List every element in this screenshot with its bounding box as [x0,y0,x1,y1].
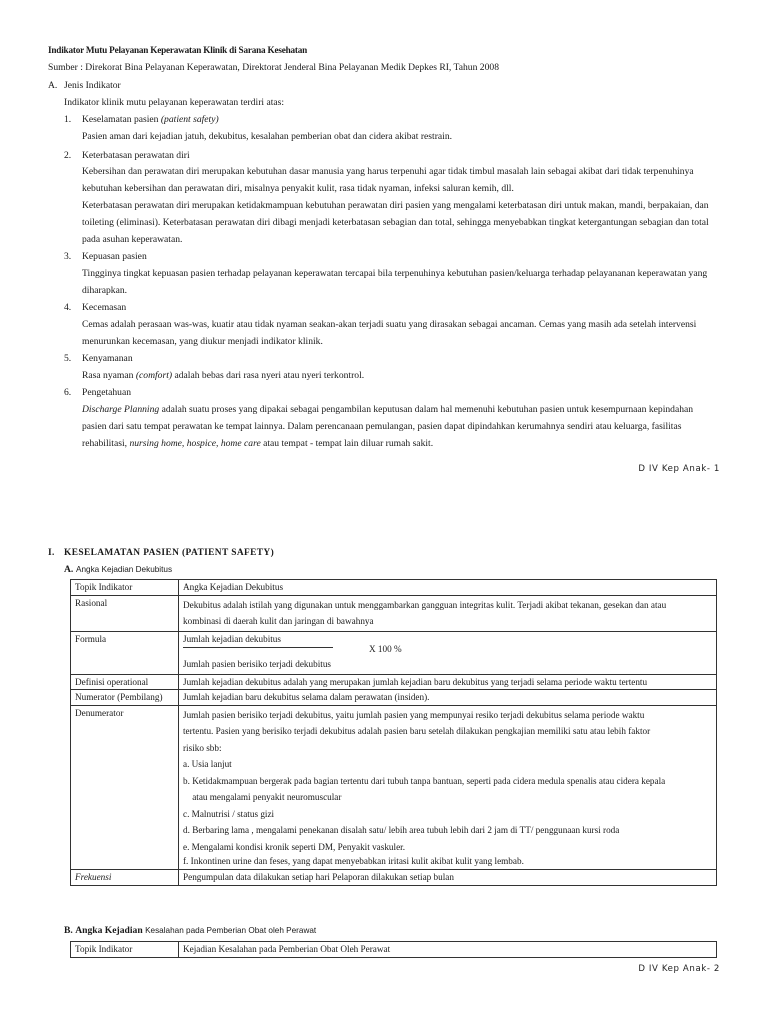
table-row [71,580,717,596]
formula-denominator: Jumlah pasien berisiko terjadi dekubitus [183,658,331,669]
table-value: Kejadian Kesalahan pada Pemberian Obat Oleh Perawat [179,942,717,958]
table-value: Jumlah kejadian dekubitus adalah yang merupakan jumlah kejadian baru dekubitus yang terjadi selama periode waktu tertentu [179,674,717,690]
table-key: Definisi operational [71,674,179,690]
table-row [71,595,717,631]
text-run: atau tempat - tempat lain diluar rumah sakit. [263,438,434,449]
text-run-italic: (comfort) [135,370,173,381]
table-value: Jumlah kejadian baru dekubitus selama dalam perawatan (insiden). [179,690,717,706]
table-key: Topik Indikator [71,580,179,596]
table-key: Rasional [71,595,179,631]
indicator-table-b [70,941,717,958]
item-description-line: Tingginya tingkat kepuasan pasien terhadap pelayanan keperawatan tercapai bila terpenuhinya kebutuhan pasien/keluarga terhadap pelayananan keperawatan yang [82,268,708,279]
item-title: Kenyamanan [82,353,133,364]
table-key: Numerator (Pembilang) [71,690,179,706]
section-a-marker: A. [48,80,58,91]
table-value-line: tertentu. Pasien yang berisiko terjadi dekubitus adalah pasien baru setelah dilakukan pengkajian memiliki satu atau lebih faktor [183,726,651,736]
table-row [71,674,717,690]
item-description-line: menurunkan kecemasan, yang diukur menjadi indikator klinik. [82,336,323,347]
table-value [179,595,717,631]
subsection-title: Angka Kejadian Dekubitus [76,565,173,574]
item-description-line [82,438,433,450]
table-value [179,631,717,674]
table-value-line: kombinasi di daerah kulit dan jaringan di bawahnya [183,616,374,626]
item-description-line: Cemas adalah perasaan was-was, kuatir atau tidak nyaman seakan-akan terjadi suatu yang dirasakan sebagai ancaman. Cemas yang masih ada setelah intervensi [82,319,697,330]
subsection-title-rest: Kesalahan pada Pemberian Obat oleh Perawat [145,926,317,935]
item-title-text: Keselamatan pasien [82,114,159,125]
table-row [71,942,717,958]
table-value-line: Jumlah pasien berisiko terjadi dekubitus, yaitu jumlah pasien yang mempunyai resiko terjadi dekubitus selama periode waktu [183,709,645,720]
text-run: adalah bebas dari rasa nyeri atau nyeri terkontrol. [174,370,365,381]
item-title: Kecemasan [82,302,127,313]
item-description-line: Keterbatasan perawatan diri merupakan ketidakmampuan kebutuhan perawatan diri pasien yang mengalami keterbatasan diri untuk makan, mandi, berpakaian, dan [82,200,709,211]
section-heading: KESELAMATAN PASIEN (PATIENT SAFETY) [64,548,275,558]
table-key: Frekuensi [71,870,179,886]
table-row [71,631,717,674]
item-number: 4. [64,302,72,313]
text-run-italic: Discharge Planning [82,404,160,415]
table-value: Angka Kejadian Dekubitus [179,580,717,596]
text-run: adalah suatu proses yang dipakai sebagai pengambilan keputusan dalam hal memenuhi kebutuhan pasien untuk kesempurnaan kepindahan [161,404,694,415]
item-title: Keterbatasan perawatan diri [82,150,190,161]
item-number: 1. [64,114,72,125]
table-value-line: c. Malnutrisi / status gizi [183,808,275,819]
table-value-line: risiko sbb: [183,742,222,753]
item-description-line: pada asuhan keperawatan. [82,234,183,245]
text-run-italic: nursing home, hospice, home care [129,438,261,449]
item-number: 2. [64,150,72,161]
item-description: Pasien aman dari kejadian jatuh, dekubitus, kesalahan pemberian obat dan cidera akibat restrain. [82,131,453,142]
item-description-line [82,404,693,416]
table-key: Denumerator [71,705,179,870]
page-footer: D IV Kep Anak- 2 [638,964,720,974]
document-title: Indikator Mutu Pelayanan Keperawatan Klinik di Sarana Kesehatan [48,45,308,55]
subsection-title-bold: Angka Kejadian [75,925,143,936]
item-description-line: Kebersihan dan perawatan diri merupakan kebutuhan dasar manusia yang harus terpenuhi agar tidak timbul masalah lain sebagai akibat dari tidak terpenuhinya [82,166,694,177]
section-a-title: Jenis Indikator [64,80,121,91]
item-description-line [82,370,364,382]
table-value-line: d. Berbaring lama , mengalami penekanan disalah satu/ lebih area tubuh lebih dari 2 jam di TT/ penggunaan kursi roda [183,825,620,835]
subsection-b-title [64,925,316,937]
table-value-line: f. Inkontinen urine dan feses, yang dapat menyebabkan iritasi kulit akibat kulit yang lembab. [183,856,524,866]
table-row [71,705,717,870]
item-title: Kepuasan pasien [82,251,147,262]
table-key: Topik Indikator [71,942,179,958]
table-row [71,690,717,706]
text-run: Rasa nyaman [82,370,134,381]
table-row [71,870,717,886]
table-value: Pengumpulan data dilakukan setiap hari Pelaporan dilakukan setiap bulan [179,870,717,886]
table-value-line: e. Mengalami kondisi kronik seperti DM, Penyakit vaskuler. [183,841,405,852]
section-number: I. [48,548,55,558]
table-value-line: atau mengalami penyakit neuromuscular [183,792,342,802]
item-description-line: toileting (eliminasi). Keterbatasan perawatan diri dibagi menjadi keterbatasan sebagian dan total, sehingga menyebabkan tingkat ketergantungan sebagian dan total [82,217,709,228]
page-footer: D IV Kep Anak- 1 [638,464,720,474]
table-value-line: b. Ketidakmampuan bergerak pada bagian tertentu dari tubuh tanpa bantuan, seperti pada cidera medula spenalis atau cidera kepala [183,775,666,786]
item-description-line: kebutuhan kebersihan dan perawatan diri, misalnya penyakit kulit, rasa tidak nyaman, infeksi saluran kemih, dll. [82,183,514,194]
item-description-line: diharapkan. [82,285,128,296]
source-line: Sumber : Direkorat Bina Pelayanan Keperawatan, Direktorat Jenderal Bina Pelayanan Medik Depkes RI, Tahun 2008 [48,62,499,73]
table-value [179,705,717,870]
item-number: 5. [64,353,72,364]
subsection-marker: B. [64,925,73,936]
table-value-line: Dekubitus adalah istilah yang digunakan untuk menggambarkan gangguan integritas kulit. Terjadi akibat tekanan, gesekan dan atau [183,599,667,610]
text-run: rehabilitasi, [82,438,128,449]
indicator-table [70,579,717,886]
item-title-italic: (patient safety) [160,114,219,125]
item-number: 6. [64,387,72,398]
subsection-marker: A. [64,564,74,575]
item-number: 3. [64,251,72,262]
item-title [82,114,219,126]
item-title: Pengetahuan [82,387,132,398]
formula-numerator: Jumlah kejadian dekubitus [183,633,281,644]
formula [183,633,712,673]
table-key: Formula [71,631,179,674]
table-value-line: a. Usia lanjut [183,759,232,769]
section-a-intro: Indikator klinik mutu pelayanan keperawatan terdiri atas: [64,97,285,108]
formula-multiplier: X 100 % [369,643,402,654]
item-description-line: pasien dari satu tempat perawatan ke tempat lainnya. Dalam perencanaan pemulangan, pasien dapat dipindahkan kerumahnya sendiri atau keluarga, fasilitas [82,421,682,432]
fraction-bar [183,647,333,648]
